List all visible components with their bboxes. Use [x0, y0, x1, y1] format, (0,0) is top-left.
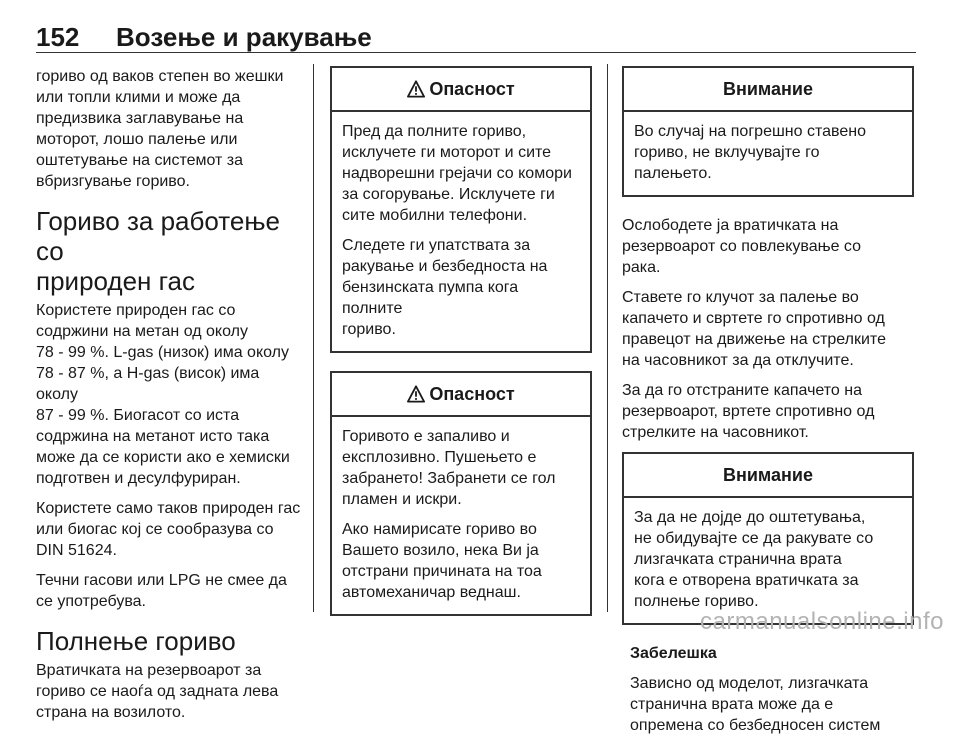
- caution-box-1: [622, 66, 914, 197]
- caution-box-2: [622, 452, 914, 625]
- column-divider-1: [313, 64, 314, 612]
- caution-text: Во случај на погрешно ставено гориво, не вклучувајте го палењето.: [634, 123, 866, 182]
- column-right: [622, 66, 914, 745]
- danger-box-header: [332, 373, 590, 417]
- danger-text: Пред да полните гориво, исклучете ги моторот и сите надворешни грејачи со комори за согорување. Исклучете ги сите мобилни телефони.: [342, 123, 572, 224]
- warning-triangle-icon: [407, 80, 425, 98]
- header-rule: [36, 52, 916, 53]
- danger-text: Ако намирисате гориво во Вашето возило, нека Ви ја отстрани причината на тоа автомеханичар веднаш.: [342, 521, 542, 601]
- paragraph-release-door: Ослободете ја вратичката на резервоарот со повлекување со рака.: [622, 217, 862, 276]
- paragraph-gas-content: Користете природен гас со содржини на метан од околу 78 - 99 %. L-gas (низок) има околу 78 - 87 %, а H-gas (висок) има околу 87 - 99 %. Биогасот со иста содржина на метанот исто така може да се користи ако е хемиски подготвен и десулфуриран.: [36, 302, 290, 487]
- warning-triangle-icon: [407, 385, 425, 403]
- note-block: [622, 643, 914, 736]
- page-number: 152: [36, 22, 80, 52]
- danger-box-body: [332, 112, 590, 351]
- paragraph-unlock-cap: Ставете го клучот за палење во капачето и свртете го спротивно од правецот на движење на стрелките на часовникот за да отклучите.: [622, 289, 886, 369]
- paragraph-fuel-door: Вратичката на резервоарот за гориво се наоѓа од задната лева страна на возилото.: [36, 662, 279, 721]
- danger-text: Горивото е запаливо и експлозивно. Пушењето е забрането! Забранети се гол пламен и искри.: [342, 428, 556, 508]
- paragraph-lpg: Течни гасови или LPG не смее да се употребува.: [36, 572, 287, 610]
- caution-box-title: Внимание: [723, 464, 813, 485]
- watermark: carmanualsonline.info: [700, 608, 944, 635]
- danger-box-title: Опасност: [429, 383, 515, 404]
- page-header: [36, 22, 916, 52]
- danger-box-body: [332, 417, 590, 614]
- note-text: Зависно од моделот, лизгачката странична врата може да е опремена со безбедносен систем: [630, 675, 881, 734]
- danger-box-header: [332, 68, 590, 112]
- caution-box-header: [624, 454, 912, 498]
- danger-box-1: [330, 66, 592, 353]
- column-divider-2: [607, 64, 608, 612]
- chapter-title: Возење и ракување: [116, 22, 372, 52]
- paragraph-remove-cap: За да го отстраните капачето на резервоарот, вртете спротивно од стрелките на часовникот.: [622, 382, 875, 441]
- intro-paragraph: гориво од ваков степен во жешки или топли клими и може да предизвика заглавување на моторот, лошо палење или оштетување на системот за вбризгување гориво.: [36, 68, 284, 190]
- caution-box-body: [624, 112, 912, 195]
- danger-text: Следете ги упатствата за ракување и безбедноста на бензинската пумпа кога полните гориво.: [342, 237, 548, 338]
- caution-box-title: Внимание: [723, 78, 813, 99]
- caution-box-body: [624, 498, 912, 623]
- caution-text: За да не дојде до оштетувања, не обидувајте се да ракувате со лизгачката странична врата кога е отворена вратичката за полнење гориво.: [634, 509, 874, 610]
- danger-box-2: [330, 371, 592, 616]
- heading-refuelling: Полнење гориво: [36, 626, 236, 656]
- column-middle: [330, 66, 592, 634]
- caution-box-header: [624, 68, 912, 112]
- column-left: [36, 66, 304, 732]
- danger-box-title: Опасност: [429, 78, 515, 99]
- paragraph-gas-standard: Користете само таков природен гас или биогас кој се сообразува со DIN 51624.: [36, 500, 301, 559]
- note-title: Забелешка: [630, 645, 717, 662]
- heading-natural-gas: Гориво за работење со природен гас: [36, 206, 280, 296]
